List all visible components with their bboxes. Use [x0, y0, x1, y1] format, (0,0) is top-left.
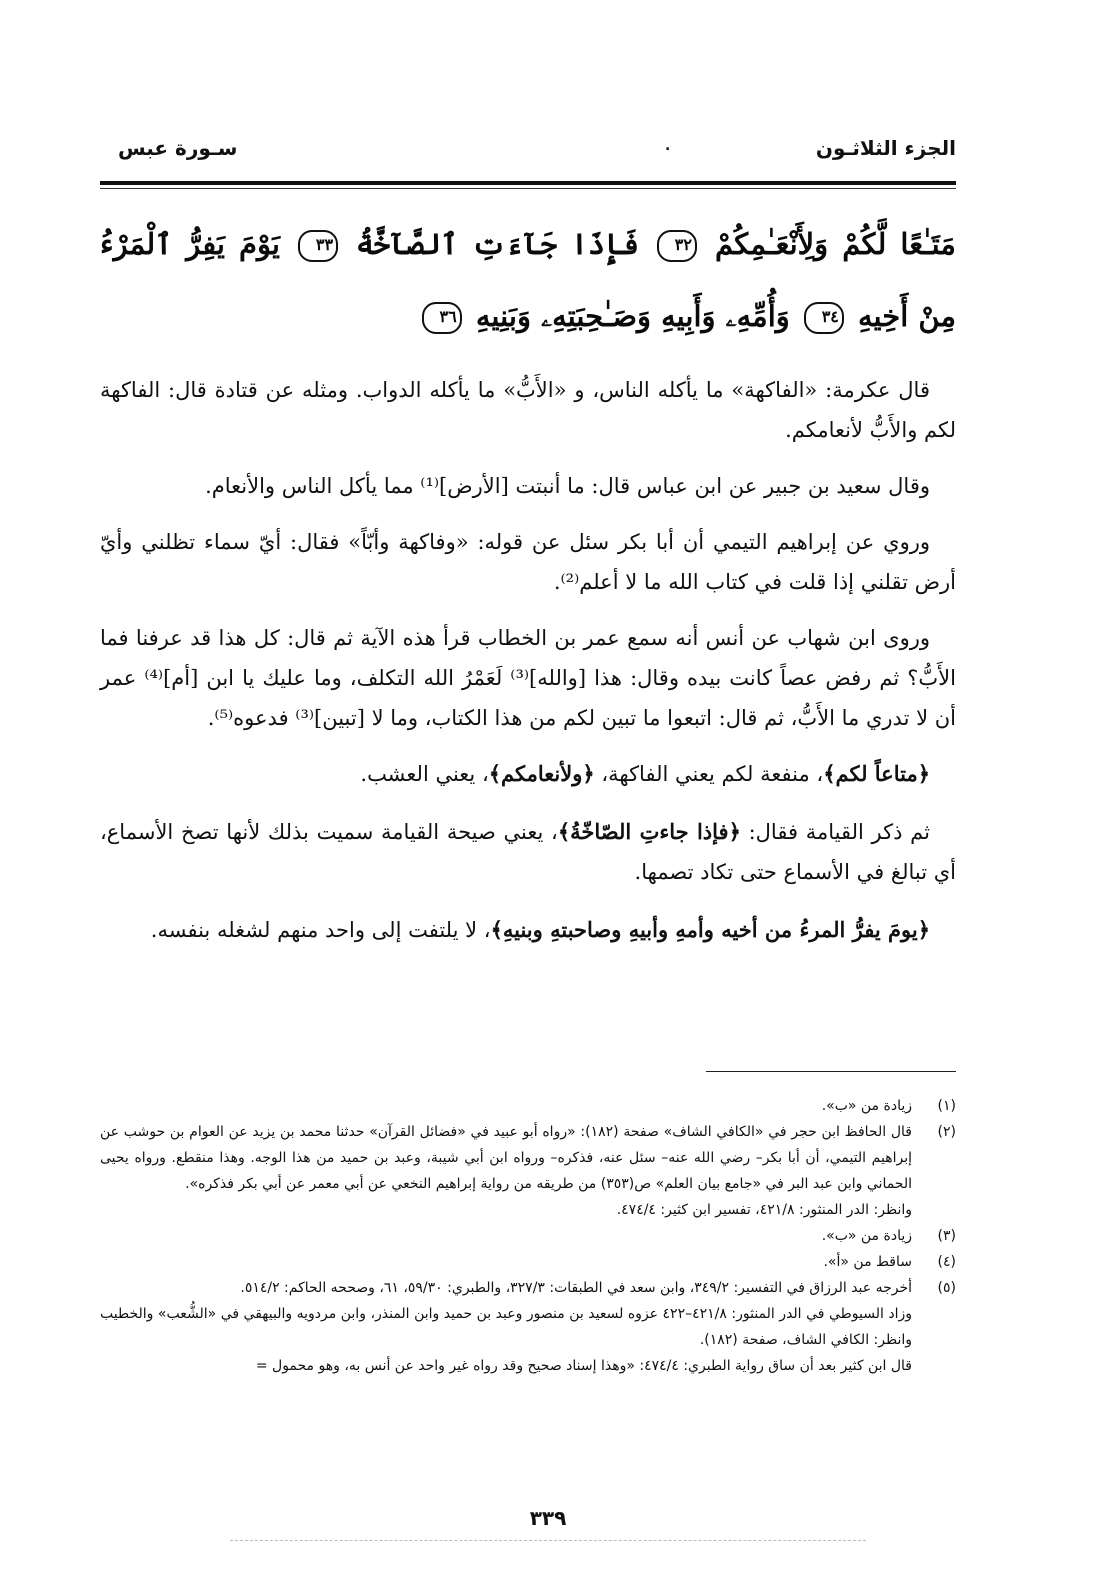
ayah-number-marker: ٣٦ — [422, 302, 462, 334]
paragraph: وقال سعيد بن جبير عن ابن عباس قال: ما أنبتت [الأرض]⁽¹⁾ مما يأكل الناس والأنعام. — [205, 474, 930, 498]
quoted-verse: ﴿فإذا جاءتِ الصّاخّةُ﴾ — [557, 819, 741, 844]
paragraph — [100, 910, 956, 950]
paragraph-text: ، لا يلتفت إلى واحد منهم لشغله بنفسه. — [150, 918, 491, 942]
quran-verses — [100, 208, 956, 352]
footnote — [100, 1275, 956, 1379]
ayah-number-marker: ٣٣ — [298, 230, 338, 262]
footnote-body — [100, 1249, 912, 1275]
footnote-line: ساقط من «أ». — [823, 1254, 912, 1270]
header-rule-thin — [100, 188, 956, 189]
footnote-line: قال ابن كثير بعد أن ساق رواية الطبري: ٤٧٤/٤: «وهذا إسناد صحيح وقد رواه غير واحد عن أنس به، وهو محمول = — [255, 1358, 912, 1374]
header-dot: . — [665, 138, 671, 154]
paragraph: وروى ابن شهاب عن أنس أنه سمع عمر بن الخطاب قرأ هذه الآية ثم قال: كل هذا قد عرفنا فما الأَبُّ؟ ثم رفض عصاً كانت بيده وقال: هذا [والله]⁽³⁾ لَعَمْرُ الله التكلف، وما عليك يا ابن [أم]⁽⁴⁾ عمر أن لا تدري ما الأَبُّ، ثم قال: اتبعوا ما تبين لكم من هذا الكتاب، وما لا [تبين]⁽³⁾ فدعوه⁽⁵⁾. — [100, 626, 956, 730]
header-rule-thick — [100, 181, 956, 185]
surah-title: سـورة عبس — [118, 136, 238, 160]
footnote-line: وزاد السيوطي في الدر المنثور: ٤٢١/٨–٤٢٢ عزوه لسعيد بن منصور وعبد بن حميد وابن المنذر، وابن مردويه والبيهقي في «الشُّعب» والخطيب وانظر: الكافي الشاف، صفحة (١٨٢). — [100, 1306, 912, 1348]
paragraph — [100, 754, 956, 794]
page-number: ٣٣٩ — [529, 1506, 567, 1530]
footnote-body — [100, 1223, 912, 1249]
footnote-line: وانظر: الدر المنثور: ٤٢١/٨، تفسير ابن كثير: ٤٧٤/٤. — [616, 1202, 912, 1218]
footnote — [100, 1093, 956, 1119]
footnote — [100, 1223, 956, 1249]
footnote-number: (٥) — [937, 1280, 956, 1296]
quoted-verse: ﴿ولأنعامكم﴾ — [488, 761, 595, 786]
paragraph-text: ، يعني صيحة القيامة سميت بذلك لأنها تصخ الأسماع، أي تبالغ في الأسماع حتى تكاد تصمها. — [100, 820, 956, 884]
verse-text: يَوْمَ يَفِرُّ ٱلْمَرْءُ مِنْ أَخِيهِ — [100, 227, 956, 333]
commentary-body — [100, 370, 956, 966]
running-header — [100, 132, 956, 172]
footnote-number: (٢) — [937, 1124, 956, 1140]
paragraph-text: ثم ذكر القيامة فقال: — [740, 820, 930, 844]
paragraph — [100, 812, 956, 892]
footnote-line: زيادة من «ب». — [821, 1098, 912, 1114]
footnotes — [100, 1093, 956, 1379]
footnote-line: زيادة من «ب». — [821, 1228, 912, 1244]
paragraph-text: ، منفعة لكم يعني الفاكهة، — [594, 762, 824, 786]
footnote-body — [100, 1093, 912, 1119]
footnote-number: (٣) — [937, 1228, 956, 1244]
scan-artifact-line — [230, 1540, 866, 1542]
verse-text: فَإِذَا جَآءَتِ ٱلصَّآخَّةُ — [356, 227, 639, 261]
verse-text: وَأُمِّهِۦ وَأَبِيهِ وَصَـٰحِبَتِهِۦ وَبَنِيهِ — [475, 299, 790, 333]
part-title: الجزء الثلاثـون — [815, 136, 956, 160]
footnote — [100, 1119, 956, 1223]
footnote-number: (١) — [937, 1098, 956, 1114]
footnote-number: (٤) — [937, 1254, 956, 1270]
quoted-verse: ﴿يومَ يفرُّ المرءُ من أخيه وأمهِ وأبيهِ وصاحبتهِ وبنيهِ﴾ — [490, 917, 930, 942]
quoted-verse: ﴿متاعاً لكم﴾ — [823, 761, 930, 786]
footnote-body — [100, 1119, 912, 1223]
paragraph: وروي عن إبراهيم التيمي أن أبا بكر سئل عن قوله: «وفاكهة وأبّاً» فقال: أيّ سماء تظلني وأيّ أرض تقلني إذا قلت في كتاب الله ما لا أعلم⁽²⁾. — [100, 530, 956, 594]
paragraph: قال عكرمة: «الفاكهة» ما يأكله الناس، و «الأَبُّ» ما يأكله الدواب. ومثله عن قتادة قال: الفاكهة لكم والأَبُّ لأنعامكم. — [100, 378, 956, 442]
footnote-line: قال الحافظ ابن حجر في «الكافي الشاف» صفحة (١٨٢): «رواه أبو عبيد في «فضائل القرآن» حدثنا محمد بن يزيد عن العوام بن حوشب عن إبراهيم التيمي، أن أبا بكر– رضي الله عنه– سئل عنه، فذكره– ورواه ابن أبي شيبة، وعبد بن حميد من هذا الوجه. وهذا منقطع. ورواه يحيى الحماني وابن عبد البر في «جامع بيان العلم» ص(٣٥٣) من طريقه من رواية إبراهيم النخعي عن أبي معمر عن أبي بكر فذكره». — [100, 1124, 913, 1192]
footnote-line: أخرجه عبد الرزاق في التفسير: ٣٤٩/٢، وابن سعد في الطبقات: ٣٢٧/٣، والطبري: ٥٩/٣٠، ٦١، وصححه الحاكم: ٥١٤/٢. — [240, 1280, 912, 1296]
footnote — [100, 1249, 956, 1275]
footnote-separator — [706, 1071, 956, 1072]
footnote-body — [100, 1275, 912, 1379]
ayah-number-marker: ٣٤ — [804, 302, 844, 334]
paragraph-text: ، يعني العشب. — [360, 762, 489, 786]
ayah-number-marker: ٣٢ — [657, 230, 697, 262]
verse-text: مَتَـٰعًا لَّكُمْ وَلِأَنْعَـٰمِكُمْ — [715, 227, 956, 261]
